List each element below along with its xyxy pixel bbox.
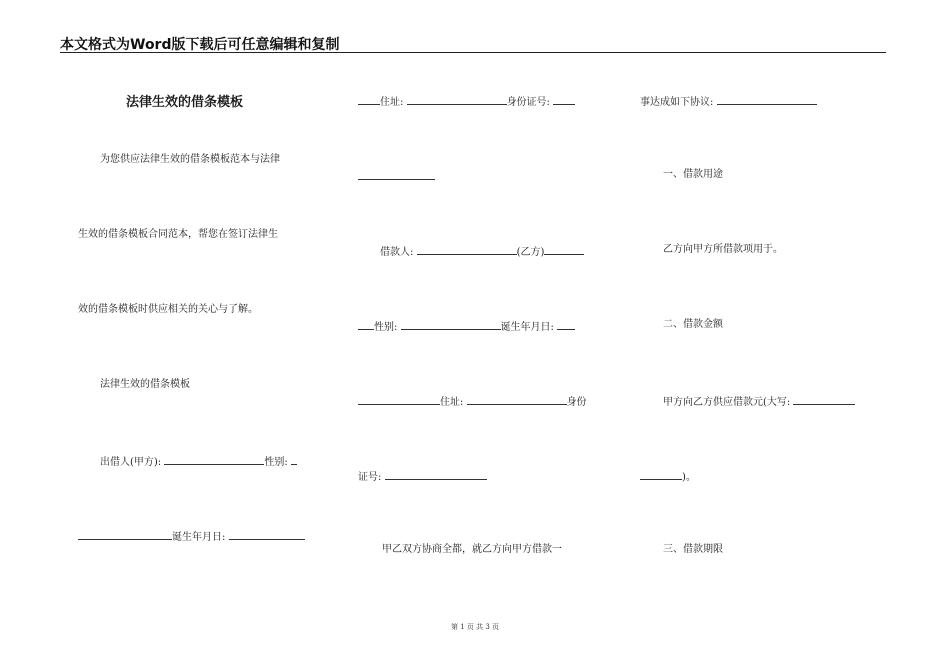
loan-amount-end-row (640, 468, 696, 485)
lender-id-cont-row (358, 168, 435, 185)
lender-dob-row (78, 528, 305, 545)
loan-purpose-blank (717, 93, 817, 105)
lender-address-label: 住址: (380, 97, 404, 108)
lender-gender-label: 性别: (264, 457, 288, 468)
section-3-heading: 三、借款期限 (663, 544, 723, 555)
borrower-id-row (358, 468, 487, 485)
borrower-gender-row (358, 318, 575, 335)
lender-dob-blank (229, 528, 305, 540)
section-heading: 法律生效的借条模板 (100, 379, 190, 390)
borrower-dob-blank-cont (358, 393, 440, 405)
agreement-label: 事达成如下协议: (640, 97, 714, 108)
section-2-heading: 二、借款金额 (663, 319, 723, 330)
header-title: 本文格式为Word版下载后可任意编辑和复制 (60, 37, 340, 53)
borrower-address-blank (467, 393, 567, 405)
borrower-extra-blank (544, 243, 584, 255)
borrower-address-label: 住址: (440, 397, 464, 408)
borrower-gender-prefix-blank (358, 318, 374, 330)
header-divider (60, 52, 886, 53)
lender-dob-label: 诞生年月日: (172, 532, 226, 543)
borrower-dob-label: 诞生年月日: (500, 322, 554, 333)
borrower-gender-blank (401, 318, 501, 330)
lender-name-blank (164, 453, 264, 465)
consensus-line: 甲乙双方协商全都，就乙方向甲方借款一 (382, 544, 562, 555)
intro-line-2: 生效的借条模板合同范本，帮您在签订法律生 (78, 229, 278, 240)
section-1-heading: 一、借款用途 (663, 169, 723, 180)
loan-amount-words-blank (793, 393, 855, 405)
intro-line-3: 效的借条模板时供应相关的关心与了解。 (78, 304, 258, 315)
lender-dob-blank-cont (358, 93, 380, 105)
loan-amount-words-blank-cont (640, 468, 682, 480)
lender-label: 出借人(甲方): (100, 457, 162, 468)
document-title: 法律生效的借条模板 (126, 95, 244, 110)
lender-id-label: 身份证号: (506, 97, 550, 108)
lender-row (100, 453, 297, 470)
lender-gender-blank (291, 453, 297, 465)
lender-gender-blank-cont (78, 528, 172, 540)
borrower-id-blank (385, 468, 487, 480)
lender-address-row (358, 93, 575, 110)
loan-amount-end: )。 (682, 472, 696, 483)
lender-address-blank (407, 93, 507, 105)
borrower-id-label-part1: 身份 (566, 397, 587, 408)
agreement-row (640, 93, 817, 110)
page-number: 第 1 页 共 3 页 (450, 623, 500, 631)
borrower-address-row (358, 393, 587, 410)
borrower-label: 借款人: (380, 247, 414, 258)
party-b-label: (乙方) (516, 247, 545, 258)
borrower-dob-blank (557, 318, 575, 330)
section-1-text: 乙方向甲方所借款项用于。 (663, 244, 783, 255)
loan-amount-row (663, 393, 855, 410)
lender-id-blank-cont (358, 168, 435, 180)
borrower-gender-label: 性别: (374, 322, 398, 333)
intro-line-1: 为您供应法律生效的借条模板范本与法律 (100, 154, 280, 165)
lender-id-blank (553, 93, 575, 105)
borrower-id-label-part2: 证号: (358, 472, 382, 483)
borrower-name-blank (417, 243, 517, 255)
loan-amount-label: 甲方向乙方供应借款元(大写: (663, 397, 791, 408)
borrower-row (380, 243, 584, 260)
